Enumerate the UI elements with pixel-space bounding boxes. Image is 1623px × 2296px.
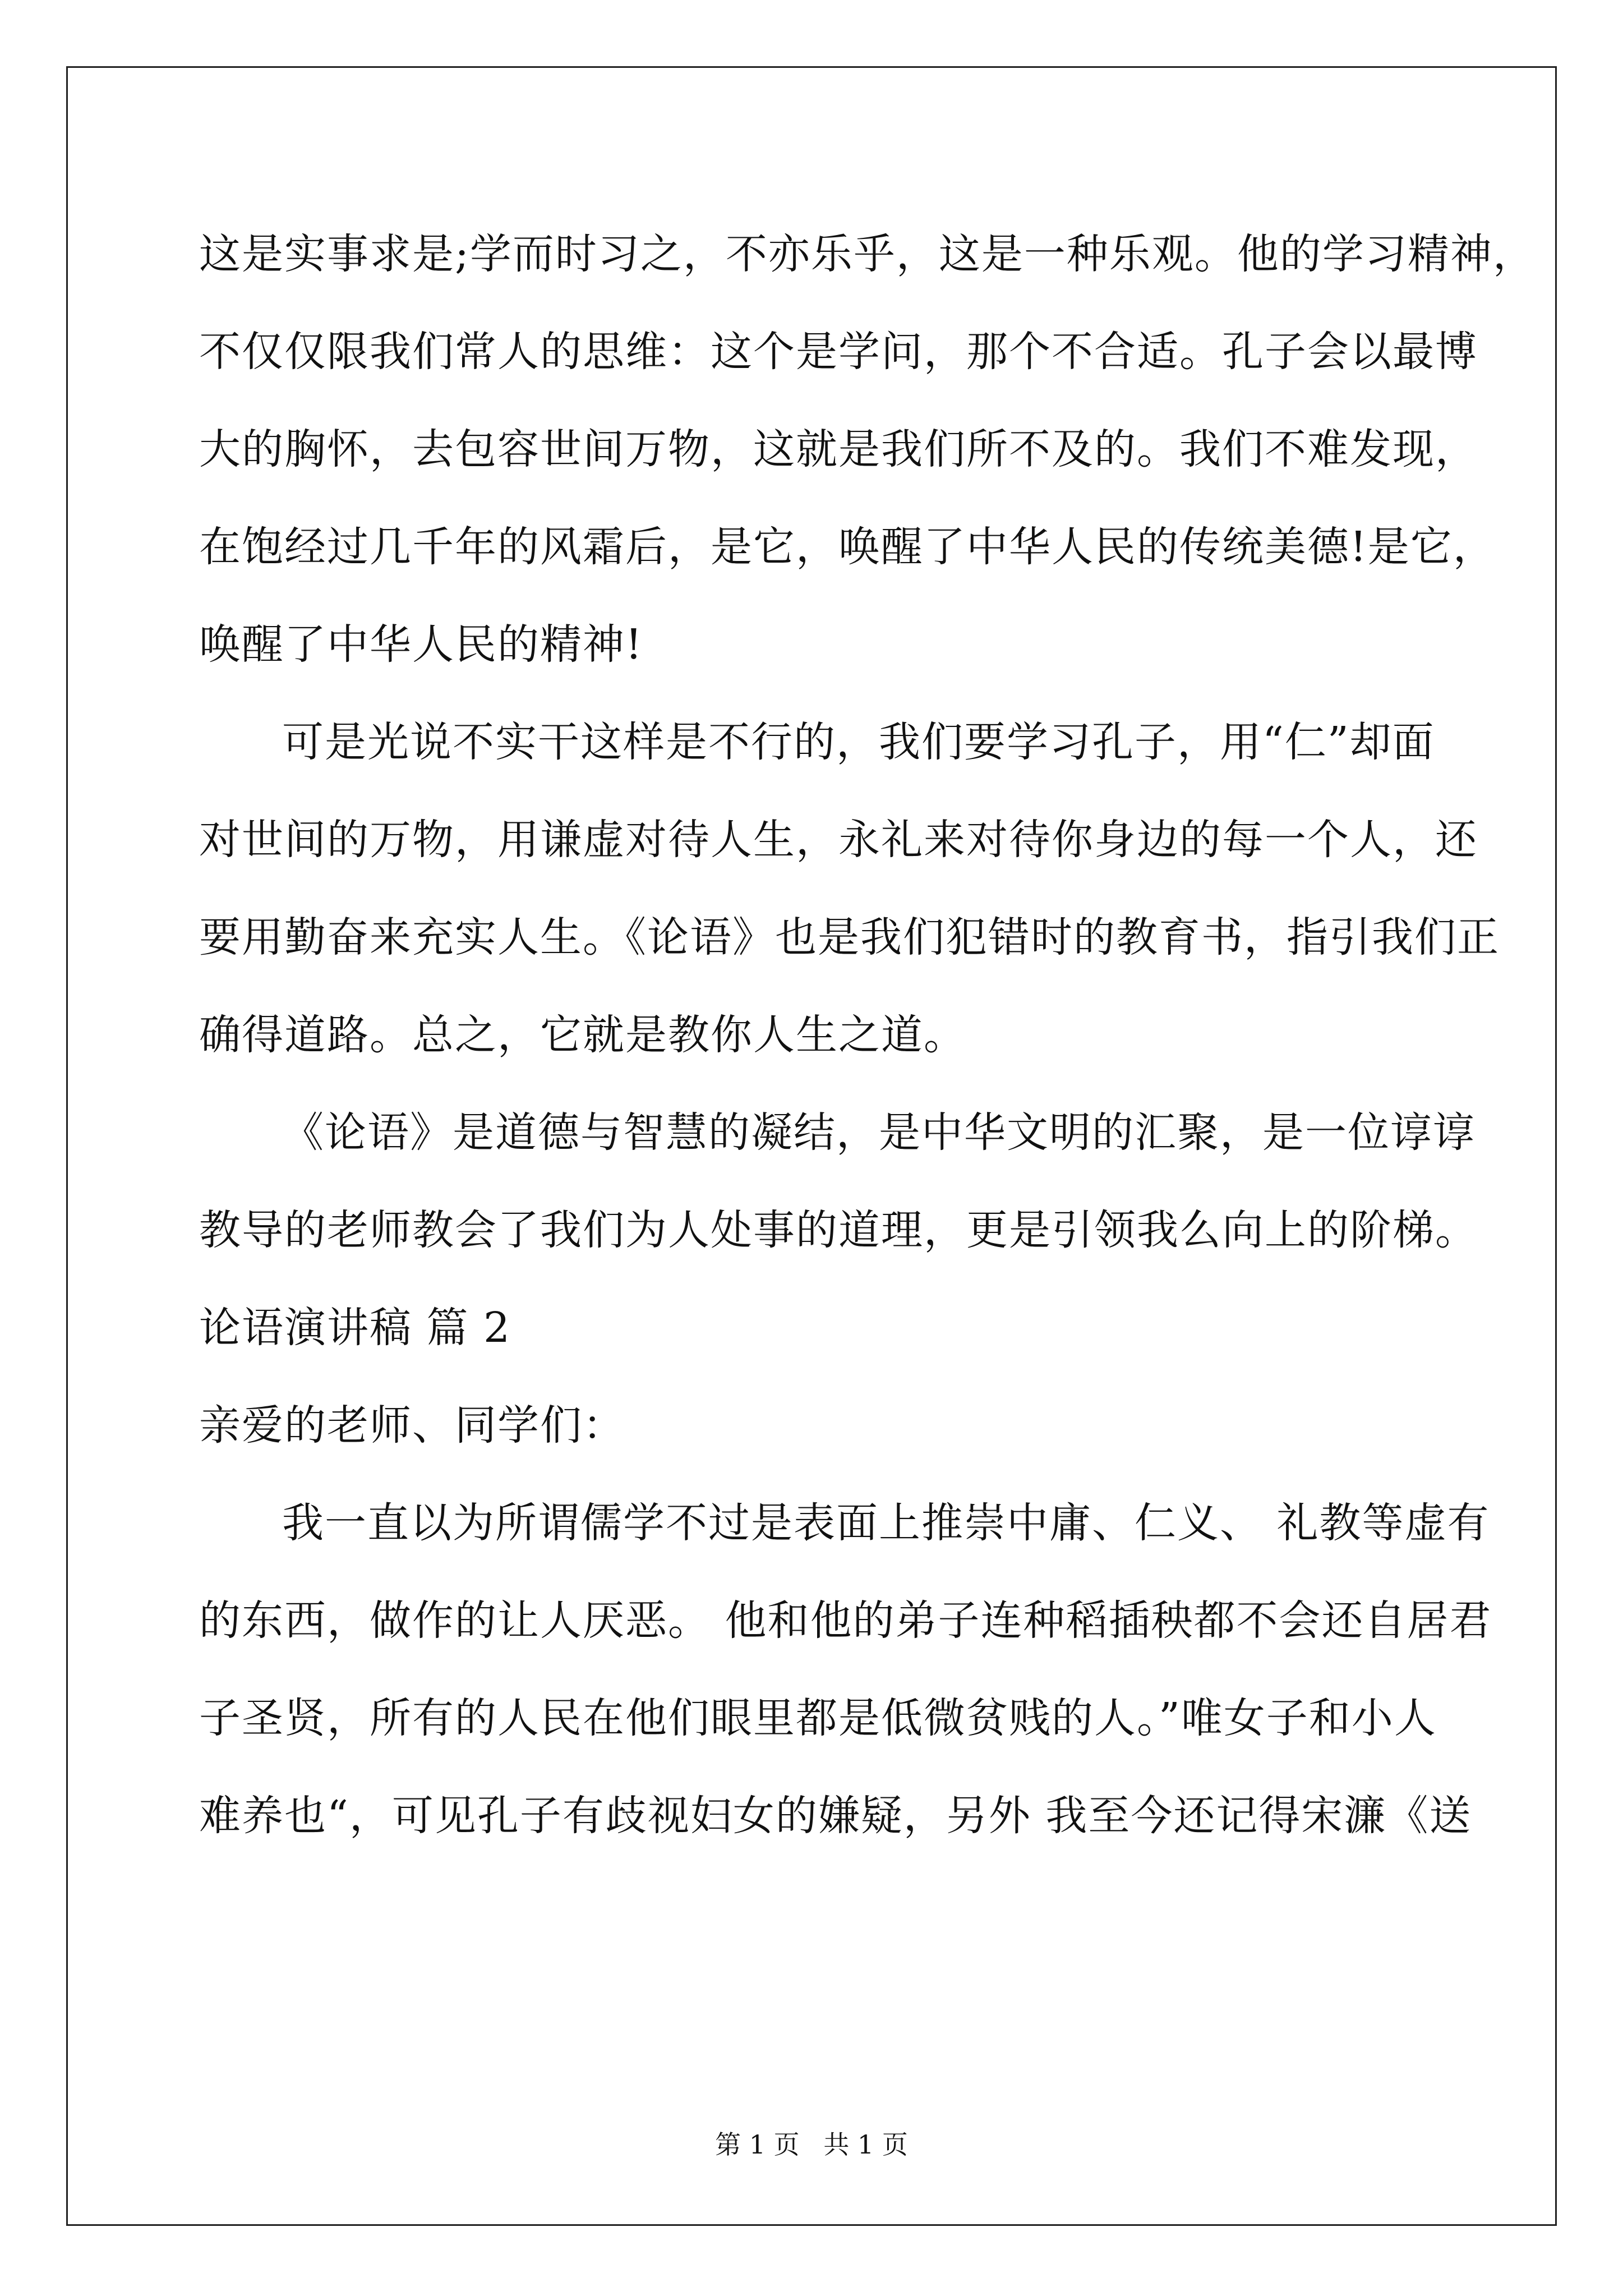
page-number: 第 1 页 [715,2129,800,2160]
text-line: 这是实事求是;学而时习之，不亦乐乎，这是一种乐观。他的学习精神， [199,230,1536,278]
page-total: 共 1 页 [823,2129,908,2160]
text-line: 教导的老师教会了我们为人处事的道理，更是引领我么向上的阶梯。 [199,1206,1478,1254]
text-line: 唤醒了中华人民的精神! [199,620,643,669]
paragraph-first-line: 《论语》是道德与智慧的凝结，是中华文明的汇聚，是一位谆谆 [282,1108,1476,1157]
page-footer [0,2128,1623,2161]
text-line: 对世间的万物，用谦虚对待人生，永礼来对待你身边的每一个人，还 [199,816,1478,864]
text-line: 要用勤奋来充实人生。《论语》也是我们犯错时的教育书，指引我们正 [199,913,1500,961]
text-line: 在饱经过几千年的风霜后，是它，唤醒了中华人民的传统美德!是它， [199,523,1496,571]
text-line: 子圣贤，所有的人民在他们眼里都是低微贫贱的人。”唯女子和小人 [199,1694,1437,1742]
text-line: 的东西，做作的让人厌恶。 他和他的弟子连种稻插秧都不会还自居君 [199,1596,1492,1645]
text-line: 确得道路。总之，它就是教你人生之道。 [199,1011,966,1059]
paragraph-first-line: 可是光说不实干这样是不行的，我们要学习孔子，用“仁”却面 [282,718,1435,766]
text-line: 难养也“，可见孔子有歧视妇女的嫌疑，另外 我至今还记得宋濂《送 [199,1792,1472,1840]
section-heading: 论语演讲稿 篇 2 [199,1304,511,1352]
paragraph-first-line: 我一直以为所谓儒学不过是表面上推崇中庸、仁义、 礼教等虚有 [282,1499,1490,1547]
salutation: 亲爱的老师、同学们： [199,1401,625,1450]
text-line: 不仅仅限我们常人的思维：这个是学问，那个不合适。孔子会以最博 [199,328,1478,376]
text-line: 大的胸怀，去包容世间万物，这就是我们所不及的。我们不难发现， [199,425,1478,473]
